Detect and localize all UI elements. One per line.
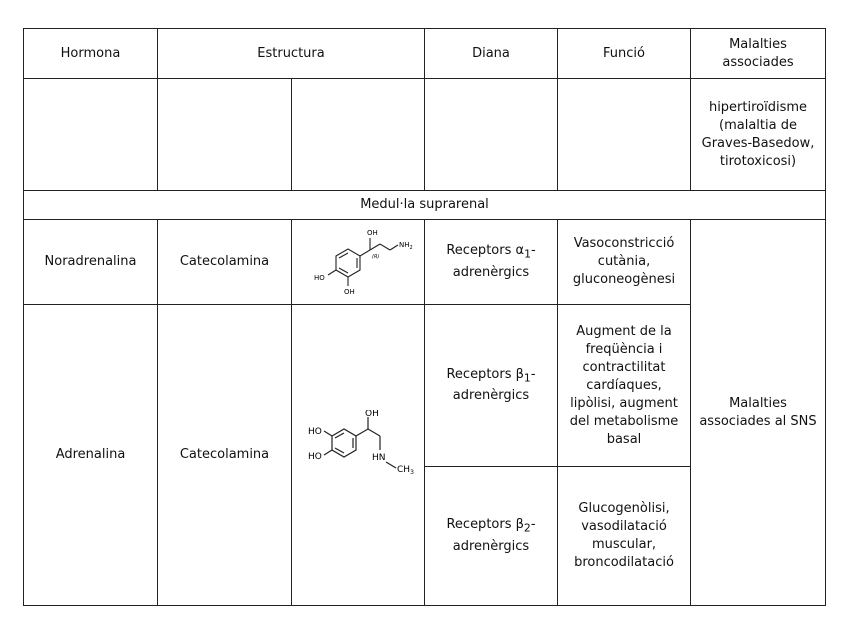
noradrenalina-function: Vasoconstricció cutània, gluconeogènesi (558, 220, 691, 305)
target-hyphen: - (530, 366, 536, 382)
sns-diseases: Malalties associades al SNS (691, 220, 826, 606)
target-subscript: 2 (523, 521, 531, 535)
beta1-target (425, 305, 558, 467)
prev-diana-cell (425, 79, 558, 191)
target-subscript: 1 (523, 371, 531, 385)
hormones-table (23, 28, 826, 606)
header-malalties: Malalties associades (691, 29, 826, 79)
target-hyphen: - (530, 517, 536, 533)
header-hormona: Hormona (24, 29, 158, 79)
target-hyphen: - (530, 243, 536, 259)
hn-label: HN (372, 453, 386, 463)
prev-hormona-cell (24, 79, 158, 191)
nh2-label: $NH_2$ (399, 241, 413, 251)
oh-bottom-label: OH (344, 288, 355, 296)
beta2-function: Glucogenòlisi, vasodilatació muscular, broncodilatació (558, 467, 691, 606)
ch3-label: $CH_3$ (397, 465, 414, 476)
ho2-label: HO (308, 452, 322, 462)
target-subscript: 1 (524, 247, 531, 261)
noradrenalina-type: Catecolamina (158, 220, 292, 305)
beta2-target (425, 467, 558, 606)
header-diana: Diana (425, 29, 558, 79)
target-text-line2: adrenèrgics (452, 538, 530, 554)
prev-estructura-cell-1 (158, 79, 292, 191)
oh-top-label: OH (367, 229, 378, 237)
noradrenaline-molecule-image (298, 222, 418, 302)
header-funcio: Funció (558, 29, 691, 79)
target-text: Receptors β (446, 366, 524, 382)
previous-row (24, 79, 826, 191)
ho1-label: HO (308, 427, 322, 437)
section-row (24, 191, 826, 220)
target-text-line2: adrenèrgics (452, 388, 530, 404)
noradrenalina-row (24, 220, 826, 305)
adrenaline-molecule-image (298, 410, 418, 500)
header-row (24, 29, 826, 79)
ho-label: HO (314, 274, 325, 282)
noradrenalina-name: Noradrenalina (24, 220, 158, 305)
noradrenalina-structure (292, 220, 425, 305)
prev-funcio-cell (558, 79, 691, 191)
adrenalina-name: Adrenalina (24, 305, 158, 606)
target-text-line2: adrenèrgics (452, 264, 530, 280)
prev-estructura-cell-2 (292, 79, 425, 191)
section-title: Medul·la suprarenal (24, 191, 826, 220)
adrenalina-structure (292, 305, 425, 606)
header-estructura: Estructura (158, 29, 425, 79)
adrenalina-type: Catecolamina (158, 305, 292, 606)
target-text: Receptors β (446, 517, 524, 533)
target-text: Receptors α (446, 243, 525, 259)
r-label: (R) (372, 254, 380, 260)
oh-label: OH (365, 410, 379, 419)
noradrenalina-target (425, 220, 558, 305)
prev-malalties-cell: hipertiroïdisme (malaltia de Graves-Basedow, tirotoxicosi) (691, 79, 826, 191)
beta1-function: Augment de la freqüència i contractilitat cardíaques, lipòlisi, augment del metabolisme basal (558, 305, 691, 467)
